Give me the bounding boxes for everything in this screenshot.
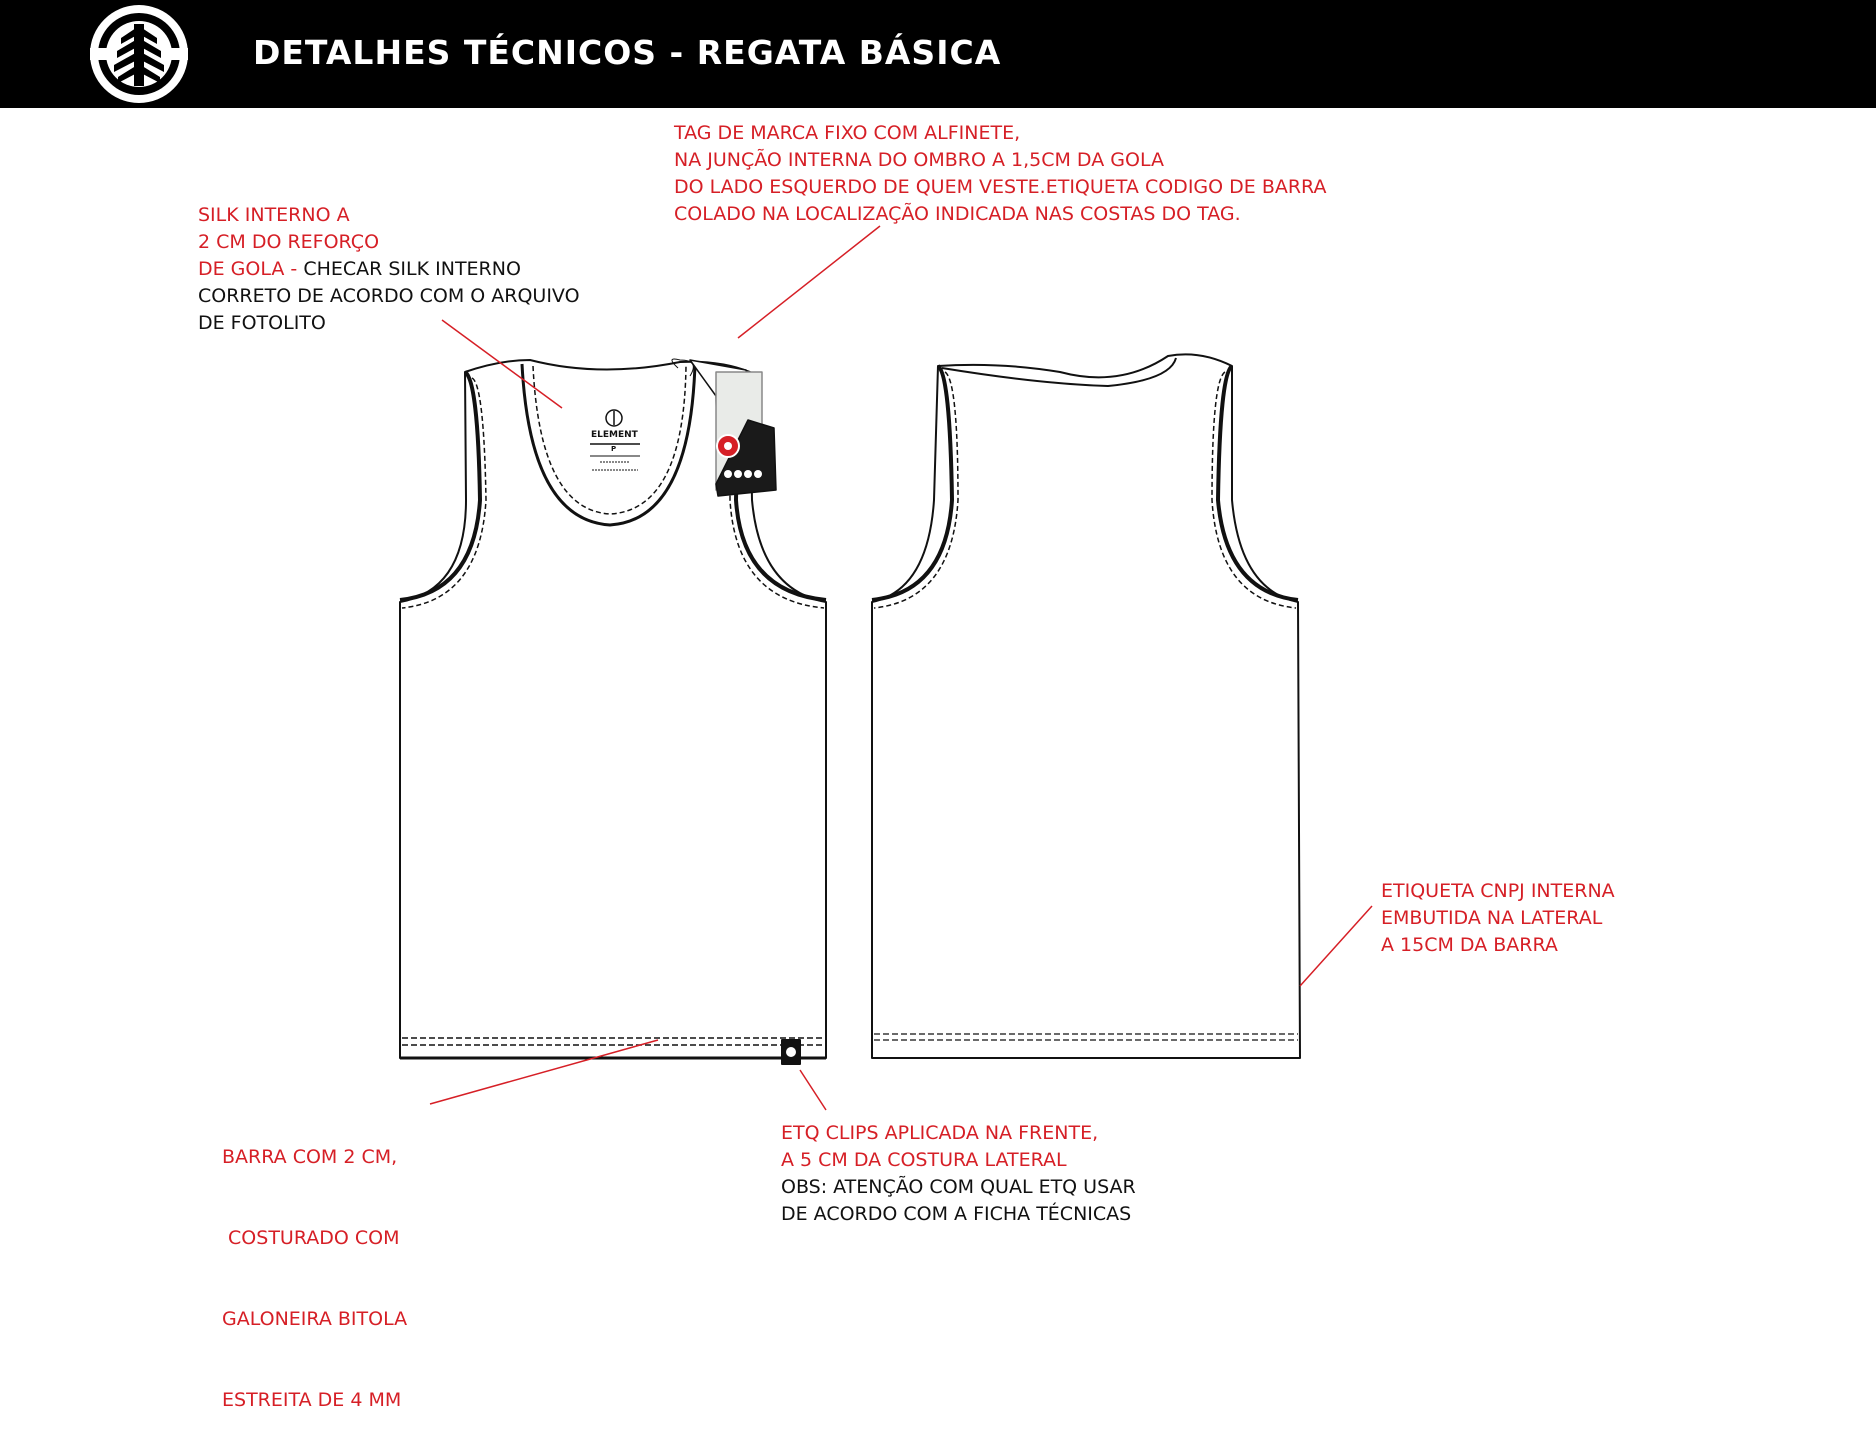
- page-title: DETALHES TÉCNICOS - REGATA BÁSICA: [253, 33, 1002, 72]
- note-barra-line: COSTURADO COM: [222, 1227, 400, 1249]
- note-cnpj-line: ETIQUETA CNPJ INTERNA: [1381, 880, 1615, 902]
- note-barra: [222, 1090, 407, 1441]
- note-silk-line: CORRETO DE ACORDO COM O ARQUIVO: [198, 285, 580, 307]
- note-silk-mixed-line: [198, 256, 580, 283]
- note-silk-line: 2 CM DO REFORÇO: [198, 231, 380, 253]
- back-tank-top-drawing: [872, 354, 1300, 1058]
- note-cnpj-line: EMBUTIDA NA LATERAL: [1381, 907, 1603, 929]
- leader-line-cnpj: [1300, 906, 1372, 986]
- note-barra-line: BARRA COM 2 CM,: [222, 1146, 398, 1168]
- note-silk-interno: [198, 202, 580, 337]
- note-tag-placement: [674, 120, 1326, 228]
- neck-label-brand: ELEMENT: [591, 430, 638, 440]
- note-tag-line: TAG DE MARCA FIXO COM ALFINETE,: [674, 122, 1021, 144]
- note-silk-line: SILK INTERNO A: [198, 204, 350, 226]
- note-tag-line: NA JUNÇÃO INTERNA DO OMBRO A 1,5CM DA GOLA: [674, 149, 1164, 171]
- neck-label-size: P: [611, 445, 617, 453]
- note-etq-line: DE ACORDO COM A FICHA TÉCNICAS: [781, 1203, 1132, 1225]
- note-etq-line: ETQ CLIPS APLICADA NA FRENTE,: [781, 1122, 1099, 1144]
- leader-line-etq: [800, 1070, 826, 1110]
- note-barra-line: GALONEIRA BITOLA: [222, 1308, 408, 1330]
- note-etq-line: OBS: ATENÇÃO COM QUAL ETQ USAR: [781, 1176, 1136, 1198]
- note-cnpj-label: [1381, 878, 1615, 959]
- note-cnpj-line: A 15CM DA BARRA: [1381, 934, 1558, 956]
- note-silk-red-prefix: DE GOLA -: [198, 258, 304, 280]
- note-tag-line: COLADO NA LOCALIZAÇÃO INDICADA NAS COSTAS DO TAG.: [674, 203, 1241, 225]
- note-etq-line: A 5 CM DA COSTURA LATERAL: [781, 1149, 1067, 1171]
- note-silk-line: DE FOTOLITO: [198, 312, 326, 334]
- note-etq-clips: [781, 1120, 1136, 1228]
- leader-line-tag: [738, 226, 880, 338]
- note-tag-line: DO LADO ESQUERDO DE QUEM VESTE.ETIQUETA CODIGO DE BARRA: [674, 176, 1327, 198]
- clip-tag: [782, 1040, 800, 1064]
- note-barra-line: ESTREITA DE 4 MM: [222, 1389, 402, 1411]
- note-silk-black-text: CHECAR SILK INTERNO: [303, 258, 521, 280]
